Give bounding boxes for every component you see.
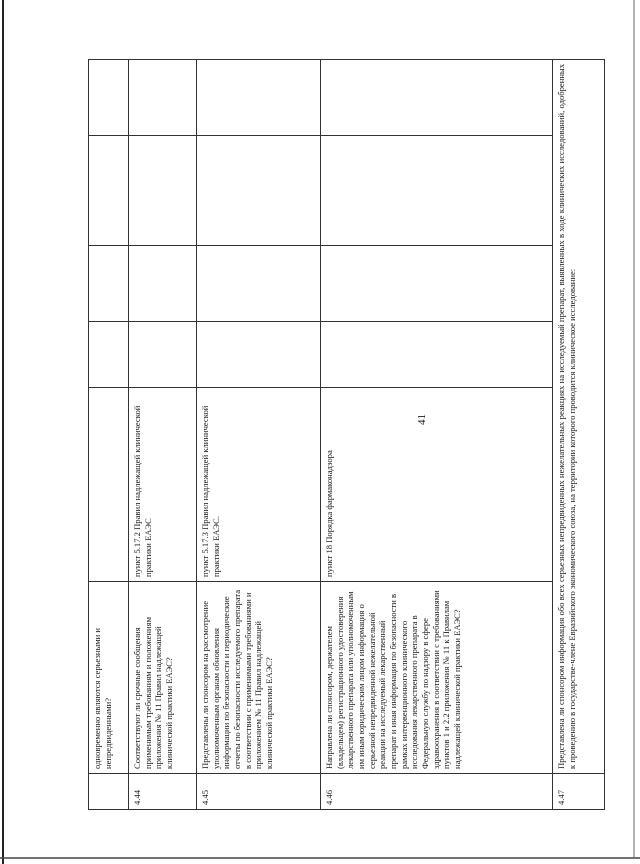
checklist-table xyxy=(88,59,605,810)
answer-cell xyxy=(197,322,321,388)
answer-cell xyxy=(321,246,553,322)
page-number: 41 xyxy=(416,414,428,425)
answer-cell xyxy=(321,322,553,388)
reference-cell: пункт 5.17.2 Правил надлежащей клинической практики ЕАЭС xyxy=(129,388,197,582)
answer-cell xyxy=(129,60,197,136)
answer-cell xyxy=(321,60,553,136)
answer-cell xyxy=(129,322,197,388)
reference-cell: пункт 18 Порядка фармаконадзора xyxy=(321,388,553,582)
answer-cell xyxy=(89,246,129,322)
answer-cell xyxy=(89,322,129,388)
row-number: 4.44 xyxy=(129,774,197,810)
wide-question-cell: Представлена ли спонсором информация обо всех серьезных непредвиденных нежелательных реакциях на исследуемый препарат, выявленных в ходе клинических исследований, одобренных к проведению в государстве-члене Евразийского экономического союза, на территории которого проводится клиническое исследование: xyxy=(553,60,605,774)
question-cell: Соответствуют ли срочные сообщения применимым требованиям и положениям приложения № 11 Правил надлежащей клинической практики ЕАЭС? xyxy=(129,582,197,774)
table-row xyxy=(89,60,129,810)
answer-cell xyxy=(321,136,553,246)
answer-cell xyxy=(129,246,197,322)
question-cell: одновременно являются серьезными и непредвиденными? xyxy=(89,582,129,774)
answer-cell xyxy=(197,136,321,246)
table-row xyxy=(553,60,605,810)
answer-cell xyxy=(89,136,129,246)
table-row xyxy=(321,60,553,810)
answer-cell xyxy=(89,60,129,136)
rotated-document xyxy=(88,60,610,810)
row-number xyxy=(89,774,129,810)
question-cell: Направлена ли спонсором, держателем (владельцем) регистрационного удостоверения лекарственного препарата или уполномоченным им иным юридическим лицом информация о серьезной непредвиденной нежелательной реакции на исследуемый лекарственный препарат и иная информация по безопасности в рамках интервенционного клинического исследования лекарственного препарата в Федеральную службу по надзору в сфере здравоохранения в соответствии с требованиями пунктов 1 и 2.2 приложения № 11 к Правилам надлежащей клинической практики ЕАЭС? xyxy=(321,582,553,774)
row-number: 4.45 xyxy=(197,774,321,810)
question-cell: Представлены ли спонсором на рассмотрение уполномоченным органам обновления информации по безопасности и периодические отчеты по безопасности исследуемого препарата в соответствии с применимыми требованиями и приложением № 11 Правил надлежащей клинической практики ЕАЭС? xyxy=(197,582,321,774)
table-row xyxy=(197,60,321,810)
table-row xyxy=(129,60,197,810)
row-number: 4.46 xyxy=(321,774,553,810)
reference-cell: пункт 5.17.3 Правил надлежащей клинической практики ЕАЭС. xyxy=(197,388,321,582)
answer-cell xyxy=(129,136,197,246)
reference-cell xyxy=(89,388,129,582)
row-number: 4.47 xyxy=(553,774,605,810)
answer-cell xyxy=(197,246,321,322)
answer-cell xyxy=(197,60,321,136)
